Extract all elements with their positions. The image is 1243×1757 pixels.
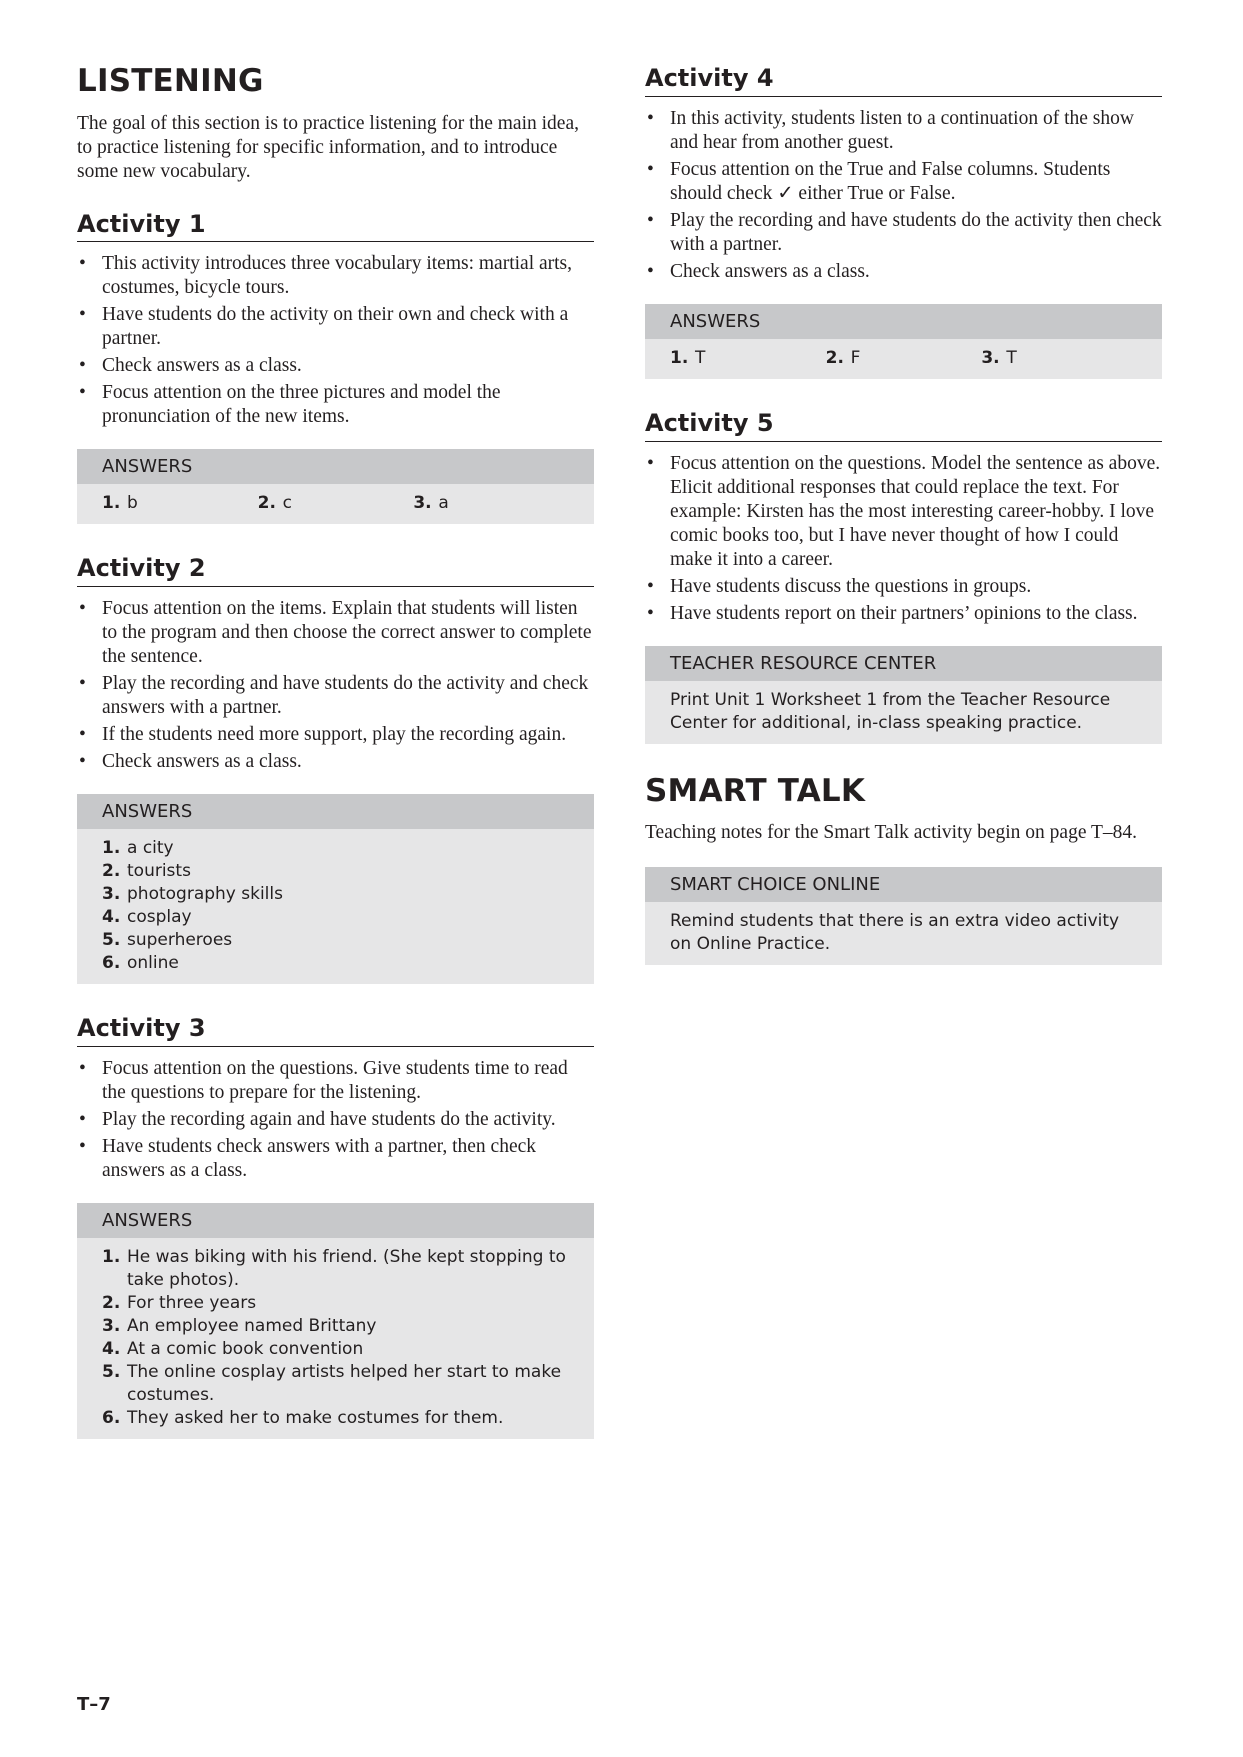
smart-talk-heading: SMART TALK (645, 772, 866, 809)
listening-intro: The goal of this section is to practice listening for the main idea, to practice listening for specific information, and to introduce some new vocabulary. (77, 112, 579, 182)
answer-text: F (850, 347, 861, 368)
page-number: T–7 (77, 1694, 111, 1715)
activity-2-heading: Activity 2 (77, 554, 594, 587)
answer-item (102, 1315, 569, 1338)
answer-item (102, 1338, 569, 1361)
answer-text: The online cosplay artists helped her start to make costumes. (127, 1362, 562, 1406)
answers-list (102, 837, 569, 975)
list-item: • If the students need more support, play the recording again. (77, 723, 594, 747)
online-header: SMART CHOICE ONLINE (645, 867, 1162, 902)
answer-number: 2. (102, 861, 121, 882)
answer-text: online (127, 953, 179, 974)
answer-text: photography skills (127, 884, 283, 905)
list-item: • Focus attention on the questions. Give students time to read the questions to prepare for the listening. (77, 1057, 594, 1105)
list-item: • Have students discuss the questions in groups. (645, 575, 1162, 599)
answer-number: 1. (670, 347, 689, 368)
answers-list (102, 1246, 569, 1430)
list-item: • This activity introduces three vocabulary items: martial arts, costumes, bicycle tours. (77, 252, 594, 300)
answer-text: He was biking with his friend. (She kept stopping to take photos). (127, 1247, 566, 1291)
activity-1-answers-box (77, 449, 594, 524)
online-text: Remind students that there is an extra video activity on Online Practice. (670, 911, 1120, 955)
answer-text: They asked her to make costumes for them. (127, 1408, 504, 1429)
answer-item (102, 952, 569, 975)
list-item: • Focus attention on the questions. Model the sentence as above. Elicit additional responses that could replace the text. For example: Kirsten has the most interesting career-hobby. I love comic books too, but I have never thought of how I could make it into a career. (645, 452, 1162, 572)
answers-body (77, 1238, 594, 1439)
answer-number: 2. (825, 347, 844, 368)
answer-text: cosplay (127, 907, 192, 928)
activity-4-heading: Activity 4 (645, 64, 1162, 97)
answer-item (102, 1361, 569, 1407)
answer-text: superheroes (127, 930, 233, 951)
answer-item (102, 906, 569, 929)
activity-3-answers-box (77, 1203, 594, 1439)
answer-number: 5. (102, 930, 121, 951)
answers-body (77, 829, 594, 984)
answers-header: ANSWERS (77, 449, 594, 484)
answer-item (102, 883, 569, 906)
answers-header: ANSWERS (645, 304, 1162, 339)
answer-item (258, 492, 414, 515)
answer-number: 3. (413, 493, 432, 514)
answer-number: 6. (102, 953, 121, 974)
answer-number: 2. (257, 493, 276, 514)
list-item: • Focus attention on the True and False columns. Students should check ✓ either True or False. (645, 158, 1162, 206)
activity-2-answers-box (77, 794, 594, 984)
smart-choice-online-box (645, 867, 1162, 965)
activity-3-bullets (77, 1057, 594, 1183)
answer-text: b (127, 493, 138, 514)
answer-item (413, 492, 569, 515)
resource-text: Print Unit 1 Worksheet 1 from the Teacher Resource Center for additional, in-class speaking practice. (670, 689, 1111, 733)
answer-number: 5. (102, 1362, 121, 1383)
answer-number: 4. (102, 907, 121, 928)
resource-header: TEACHER RESOURCE CENTER (645, 646, 1162, 681)
teacher-resource-box (645, 646, 1162, 744)
answer-text: For three years (127, 1293, 257, 1314)
answer-number: 4. (102, 1339, 121, 1360)
activity-2-bullets (77, 597, 594, 774)
list-item: • Focus attention on the three pictures and model the pronunciation of the new items. (77, 381, 594, 429)
answer-text: An employee named Brittany (127, 1316, 377, 1337)
answer-text: a (438, 493, 449, 514)
activity-1-heading: Activity 1 (77, 210, 594, 243)
list-item: • Check answers as a class. (645, 260, 1162, 284)
smart-talk-section (645, 774, 1162, 966)
answer-item (102, 492, 258, 515)
answer-number: 3. (102, 1316, 121, 1337)
list-item: • Play the recording and have students do the activity and check answers with a partner. (77, 672, 594, 720)
answer-item (826, 347, 982, 370)
answer-text: T (695, 347, 706, 368)
answer-item (670, 347, 826, 370)
answers-row (645, 339, 1162, 379)
answer-item (102, 929, 569, 952)
list-item: • Play the recording again and have students do the activity. (77, 1108, 594, 1132)
answer-text: At a comic book convention (127, 1339, 364, 1360)
answers-row (77, 484, 594, 524)
answer-number: 1. (102, 1247, 121, 1268)
smart-talk-intro: Teaching notes for the Smart Talk activity begin on page T–84. (645, 822, 1138, 844)
answer-text: tourists (127, 861, 191, 882)
answer-number: 2. (102, 1293, 121, 1314)
answer-item (102, 1246, 569, 1292)
answer-text: c (282, 493, 293, 514)
answer-item (981, 347, 1137, 370)
answer-number: 1. (102, 493, 121, 514)
answer-item (102, 1292, 569, 1315)
list-item: • Focus attention on the items. Explain that students will listen to the program and then choose the correct answer to complete the sentence. (77, 597, 594, 669)
list-item: • Have students report on their partners’ opinions to the class. (645, 602, 1162, 626)
answer-item (102, 860, 569, 883)
list-item: • Have students do the activity on their own and check with a partner. (77, 303, 594, 351)
activity-4-answers-box (645, 304, 1162, 379)
answer-number: 3. (981, 347, 1000, 368)
activity-1-bullets (77, 252, 594, 429)
activity-5-bullets (645, 452, 1162, 626)
activity-3-heading: Activity 3 (77, 1014, 594, 1047)
answer-text: T (1006, 347, 1017, 368)
list-item: • Check answers as a class. (77, 750, 594, 774)
listening-heading: LISTENING (77, 63, 264, 99)
list-item: • Check answers as a class. (77, 354, 594, 378)
activity-5-heading: Activity 5 (645, 409, 1162, 442)
list-item: • Have students check answers with a partner, then check answers as a class. (77, 1135, 594, 1183)
answers-header: ANSWERS (77, 794, 594, 829)
list-item: • In this activity, students listen to a continuation of the show and hear from another guest. (645, 107, 1162, 155)
answer-number: 1. (102, 838, 121, 859)
list-item: • Play the recording and have students do the activity then check with a partner. (645, 209, 1162, 257)
activity-4-bullets (645, 107, 1162, 284)
right-column (645, 64, 1162, 995)
answer-number: 6. (102, 1408, 121, 1429)
answer-text: a city (127, 838, 174, 859)
answers-header: ANSWERS (77, 1203, 594, 1238)
left-column (77, 64, 594, 1469)
answer-item (102, 837, 569, 860)
answer-number: 3. (102, 884, 121, 905)
answer-item (102, 1407, 569, 1430)
